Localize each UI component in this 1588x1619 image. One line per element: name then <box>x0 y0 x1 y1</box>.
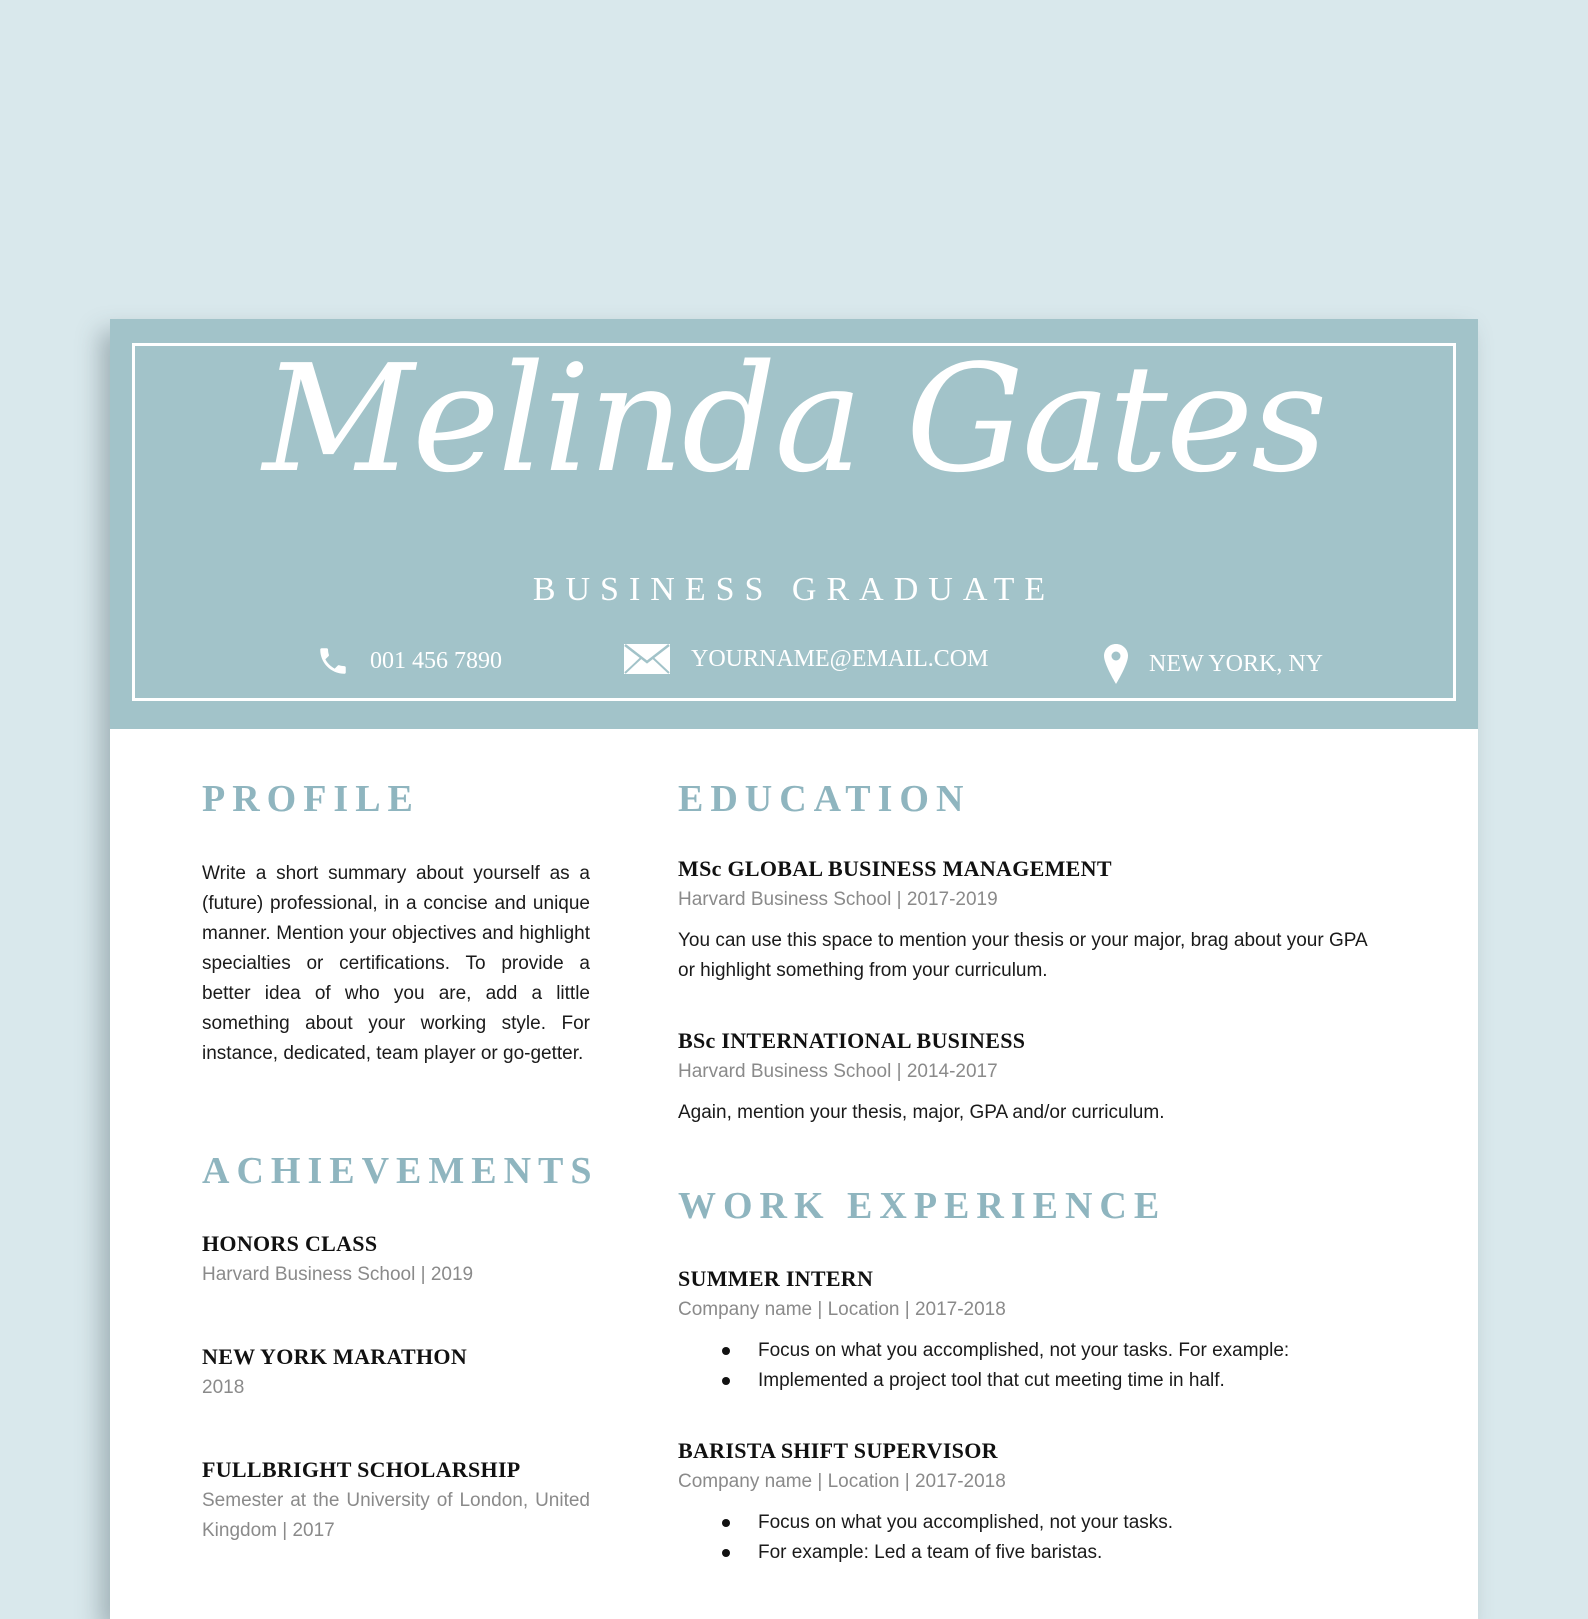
achievement-meta: Harvard Business School | 2019 <box>202 1264 474 1285</box>
work-title: BARISTA SHIFT SUPERVISOR <box>678 1438 998 1463</box>
work-meta: Company name | Location | 2017-2018 <box>678 1471 1006 1492</box>
education-text: You can use this space to mention your thesis or your major, brag about your GPA or highlight something from your curriculum. <box>678 930 1367 981</box>
work-bullet: Focus on what you accomplished, not your tasks. For example: <box>678 1336 1398 1366</box>
work-bullet: For example: Led a team of five baristas. <box>678 1538 1398 1568</box>
achievement-title: FULLBRIGHT SCHOLARSHIP <box>202 1457 521 1482</box>
achievements-heading: ACHIEVEMENTS <box>202 1150 599 1192</box>
achievement-title: NEW YORK MARATHON <box>202 1344 468 1369</box>
work-bullets <box>678 1508 1398 1568</box>
achievement-meta: Semester at the University of London, United Kingdom | 2017 <box>202 1490 590 1541</box>
phone-number: 001 456 7890 <box>370 647 502 674</box>
work-bullet: Implemented a project tool that cut meeting time in half. <box>678 1366 1398 1396</box>
work-meta: Company name | Location | 2017-2018 <box>678 1299 1006 1320</box>
work-bullets <box>678 1336 1398 1396</box>
education-heading: EDUCATION <box>678 778 971 820</box>
contact-email <box>623 643 988 675</box>
education-title: MSc GLOBAL BUSINESS MANAGEMENT <box>678 856 1112 881</box>
location-pin-icon <box>1103 643 1129 685</box>
achievement-meta: 2018 <box>202 1377 245 1398</box>
work-bullet: Focus on what you accomplished, not your tasks. <box>678 1508 1398 1538</box>
education-meta: Harvard Business School | 2017-2019 <box>678 889 998 910</box>
mail-icon <box>623 643 671 675</box>
profile-text: Write a short summary about yourself as a (future) professional, in a concise and unique manner. Mention your objectives and highlight specialties or certifications. To provide a better idea of who you are, add a little something about your working style. For instance, dedicated, team player or go-getter. <box>202 863 590 1064</box>
resume-page <box>110 319 1478 1619</box>
candidate-subtitle: BUSINESS GRADUATE <box>532 571 1056 608</box>
resume-header <box>110 319 1478 729</box>
work-heading: WORK EXPERIENCE <box>678 1185 1167 1227</box>
work-title: SUMMER INTERN <box>678 1266 874 1291</box>
profile-heading: PROFILE <box>202 778 420 820</box>
education-text: Again, mention your thesis, major, GPA and/or curriculum. <box>678 1102 1165 1123</box>
candidate-name: Melinda Gates <box>262 333 1326 505</box>
achievement-title: HONORS CLASS <box>202 1231 378 1256</box>
contact-phone <box>316 643 502 679</box>
education-title: BSc INTERNATIONAL BUSINESS <box>678 1028 1026 1053</box>
education-meta: Harvard Business School | 2014-2017 <box>678 1061 998 1082</box>
phone-icon <box>316 643 350 679</box>
email-address: YOURNAME@EMAIL.COM <box>691 645 989 672</box>
contact-location <box>1103 643 1323 685</box>
location-text: NEW YORK, NY <box>1149 650 1323 677</box>
